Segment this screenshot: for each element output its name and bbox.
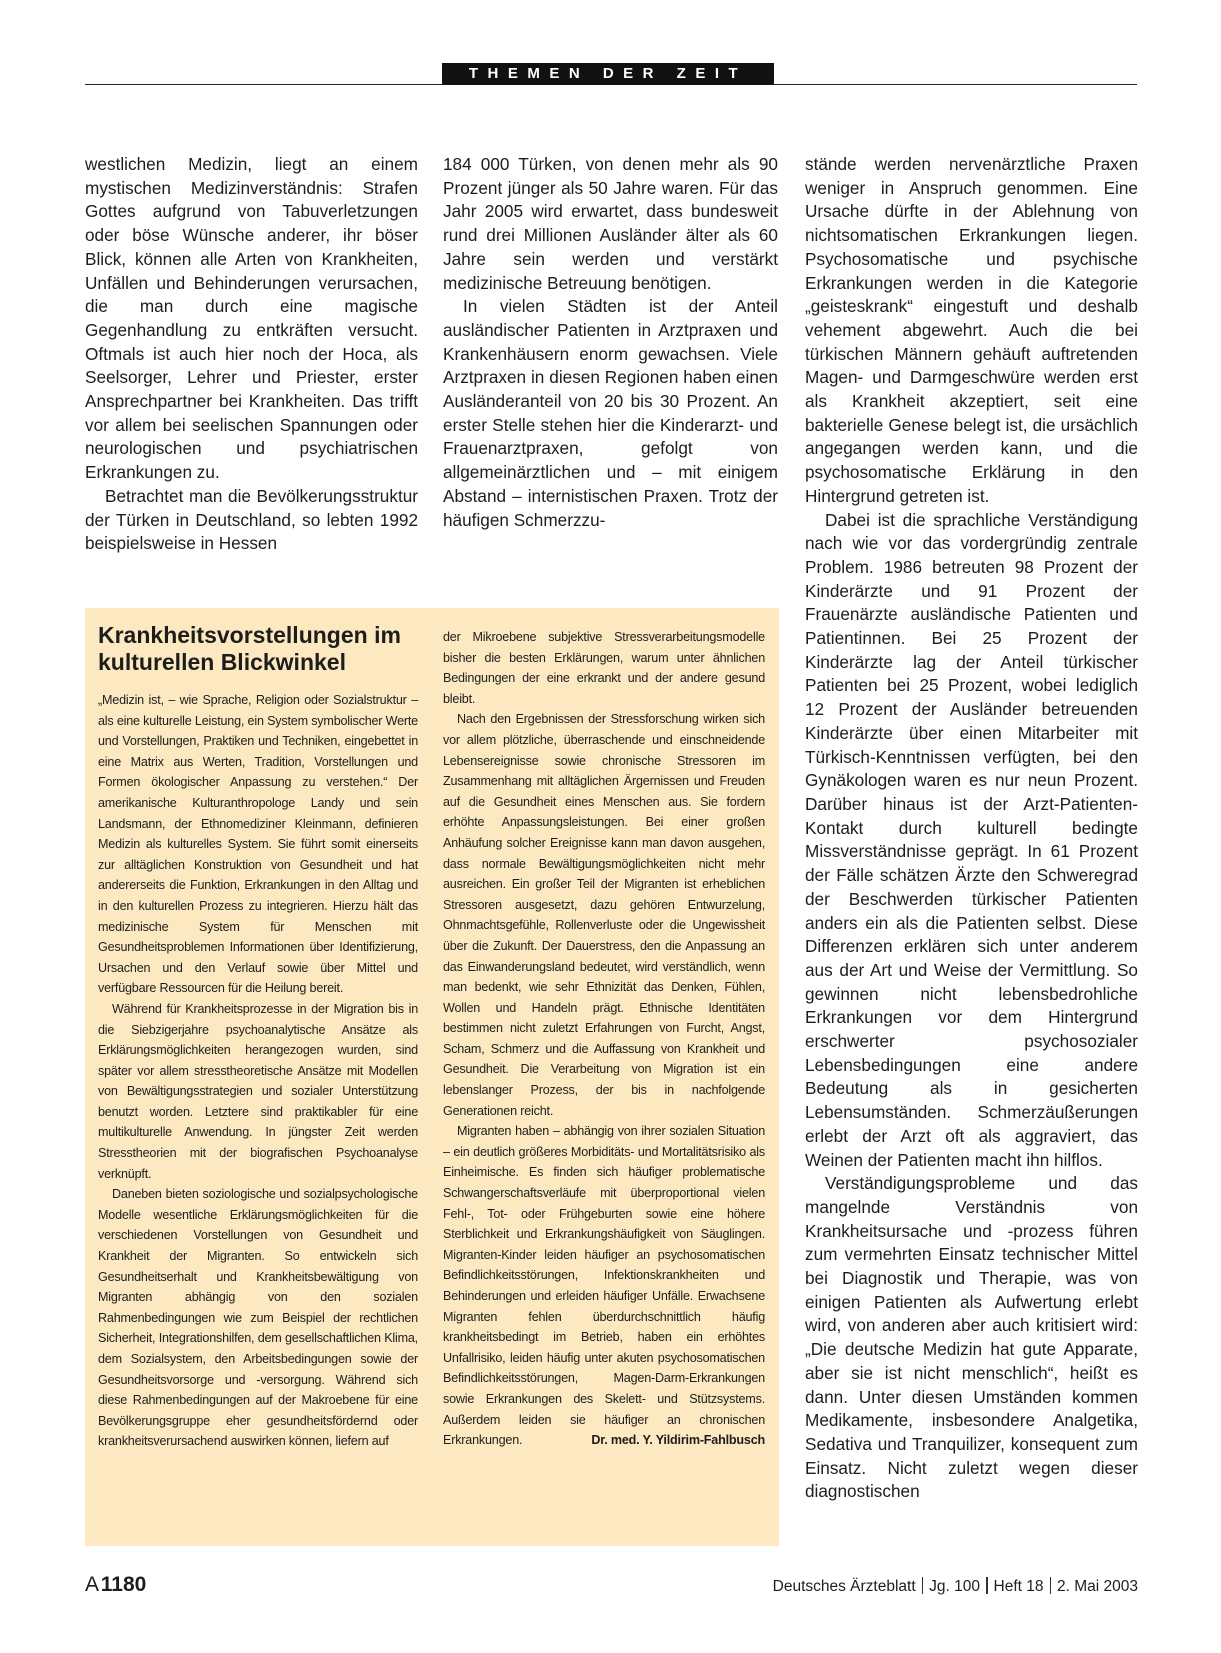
page-prefix: A [85,1573,100,1596]
box-column-2 [443,627,765,1451]
journal-info [773,1577,1138,1596]
box-paragraph: Während für Krankheitsprozesse in der Migration bis in die Siebzigerjahre psychoanalytische Ansätze als Erklärungsmöglichkeiten herangezogen wurden, sind später vor allem stresstheoretische Ansätze mit Modellen von Bewältigungsstrategien und sozialer Unterstützung benutzt worden. Letztere sind praktikabler für eine multikulturelle Anwendung. In jüngster Zeit werden Stresstheorien mit der biografischen Psychoanalyse verknüpft. [98,1001,418,1181]
paragraph: Dabei ist die sprachliche Verständigung nach wie vor das vordergründig zentrale Problem. 1986 betreuten 98 Prozent der Kinderärzte und 91 Prozent der Frauenärzte ausländische Patienten und Patientinnen. Bei 25 Prozent der Kinderärzte lag der Anteil türkischer Patienten bei 25 Prozent, wobei lediglich 12 Prozent der Ausländer betreuenden Kinderärzte über einen Mitarbeiter mit Türkisch-Kenntnissen verfügten, bei den Gynäkologen waren es nur neun Prozent. Darüber hinaus ist der Arzt-Patienten-Kontakt durch kulturell bedingte Missverständnisse geprägt. In 61 Prozent der Fälle schätzen Ärzte den Schweregrad der Beschwerden türkischer Patienten anders ein als die Patienten selbst. Diese Differenzen erklären sich unter anderem aus der Art und Weise der Vermittlung. So gewinnen nicht lebensbedrohliche Erkrankungen vor dem Hintergrund erschwerter psychosozialer Lebensbedingungen eine andere Bedeutung als in gesicherten Lebensumständen. Schmerzäußerungen erlebt der Arzt oft als aggraviert, das Weinen der Patienten macht ihn hilflos. [805,509,1138,1170]
journal-issue: Heft 18 [993,1578,1044,1595]
box-paragraph: der Mikroebene subjektive Stressverarbeitungsmodelle bisher die besten Erklärungen, warum unter ähnlichen Bedingungen der eine erkrankt und der andere gesund bleibt. [443,630,765,706]
article-column-1 [85,153,418,556]
journal-date: 2. Mai 2003 [1057,1578,1138,1595]
paragraph: Verständigungsprobleme und das mangelnde Verständnis von Krankheitsursache und -prozess führen zum vermehrten Einsatz technischer Mittel bei Diagnostik und Therapie, was von einigen Patienten als Aufwertung erlebt wird, von anderen aber auch kritisiert wird: „Die deutsche Medizin hat gute Apparate, aber sie ist nicht menschlich“, heißt es dann. Unter diesen Umständen kommen Medikamente, insbesondere Analgetika, Sedativa und Tranquilizer, konsequent zum Einsatz. Nicht zuletzt wegen dieser diagnostischen [805,1173,1138,1502]
paragraph: Betrachtet man die Bevölkerungsstruktur der Türken in Deutschland, so lebten 1992 beispielsweise in Hessen [85,485,418,554]
box-paragraph: Nach den Ergebnissen der Stressforschung wirken sich vor allem plötzliche, überraschende und einschneidende Lebensereignisse sowie chronische Stressoren im Zusammenhang mit alltäglichen Ärgernissen und Freuden auf die Gesundheit eines Menschen aus. Sie fordern erhöhte Anpassungsleistungen. Bei einer großen Anhäufung solcher Ereignisse kann man davon ausgehen, dass normale Bewältigungsmöglichkeiten nicht mehr ausreichen. Ein großer Teil der Migranten ist erheblichen Stressoren ausgesetzt, dazu gehören Entwurzelung, Ohnmachtsgefühle, Rollenverluste oder die Ungewissheit über die Zukunft. Der Dauerstress, den die Anpassung an das Einwanderungsland bedeutet, wird verständlich, wenn man bedenkt, wie sehr Ethnizität das Denken, Fühlen, Wollen und Handeln prägt. Ethnische Identitäten bestimmen nicht zuletzt Erfahrungen von Furcht, Angst, Scham, Schmerz und die Auffassung von Krankheit und Gesundheit. Die Verarbeitung von Migration ist ein lebenslanger Prozess, der bis in nachfolgende Generationen reicht. [443,712,765,1118]
page-number-value: 1180 [100,1573,147,1596]
article-column-3 [805,153,1138,1504]
section-label: THEMEN DER ZEIT [442,63,774,85]
paragraph: stände werden nervenärztliche Praxen weniger in Anspruch genommen. Eine Ursache dürfte in der Ablehnung von nichtsomatischen Erkrankungen liegen. Psychosomatische und psychische Erkrankungen werden in die Kategorie „geisteskrank“ eingestuft und deshalb vehement abgewehrt. Auch die bei türkischen Männern gehäuft auftretenden Magen- und Darmgeschwüre werden erst als Krankheit akzeptiert, seit eine bakterielle Genese belegt ist, die ursächlich angegangen werden kann, und die psychosomatische Erklärung in den Hintergrund getreten ist. [805,154,1138,506]
box-paragraph: Daneben bieten soziologische und sozialpsychologische Modelle wesentliche Erklärungsmöglichkeiten für die verschiedenen Vorstellungen von Gesundheit und Krankheit der Migranten. So entwickeln sich Gesundheitserhalt und Krankheitsbewältigung von Migranten abhängig von den sozialen Rahmenbedingungen wie zum Beispiel der rechtlichen Sicherheit, Integrationshilfen, dem gesellschaftlichen Klima, dem Sozialsystem, den Arbeitsbedingungen sowie der Gesundheitsvorsorge und -versorgung. Während sich diese Rahmenbedingungen auf der Makroebene für eine Bevölkerungsgruppe eher gesundheitsfördernd oder krankheitsverursachend auswirken können, liefern auf [98,1187,418,1449]
box-paragraph-text: Migranten haben – abhängig von ihrer sozialen Situation – ein deutlich größeres Morbiditäts- und Mortalitätsrisiko als Einheimische. Es finden sich häufiger problematische Schwangerschaftsverläufe mit überproportional vielen Fehl-, Tot- oder Frühgeburten sowie eine höhere Sterblichkeit und Erkrankungshäufigkeit von Säuglingen. Migranten-Kinder leiden häufiger an psychosomatischen Befindlichkeitsstörungen, Infektionskrankheiten und Behinderungen und erleiden häufiger Unfälle. Erwachsene Migranten fehlen überdurchschnittlich häufig krankheitsbedingt im Betrieb, haben ein erhöhtes Unfallrisiko, leiden häufig unter akuten psychosomatischen Befindlichkeitsstörungen, Magen-Darm-Erkrankungen sowie Erkrankungen des Skelett- und Stützsystems. Außerdem leiden sie häufiger an chronischen Erkrankungen. [443,1124,765,1448]
box-title: Krankheitsvorstellungen im kulturellen Blickwinkel [98,622,401,675]
author-name: Dr. med. Y. Yildirim-Fahlbusch [591,1433,765,1448]
paragraph: 184 000 Türken, von denen mehr als 90 Prozent jünger als 50 Jahre waren. Für das Jahr 2005 wird erwartet, dass bundesweit rund drei Millionen Ausländer älter als 60 Jahre sein werden und verstärkt medizinische Betreuung benötigen. [443,154,778,293]
separator [986,1577,988,1594]
page-number [85,1573,146,1597]
box-paragraph [443,1121,765,1451]
article-column-2 [443,153,778,532]
box-column-1 [98,690,418,1452]
journal-name: Deutsches Ärzteblatt [772,1578,916,1595]
paragraph: westlichen Medizin, liegt an einem mystischen Medizinverständnis: Strafen Gottes aufgrund von Tabuverletzungen oder böse Wünsche anderer, ihr böser Blick, können alle Arten von Krankheiten, Unfällen und Behinderungen verursachen, die man durch eine magische Gegenhandlung zu entkräften versucht. Oftmals ist auch hier noch der Hoca, als Seelsorger, Lehrer und Priester, erster Ansprechpartner bei Krankheiten. Das trifft vor allem bei seelischen Spannungen oder neurologischen und psychiatrischen Erkrankungen zu. [85,154,418,483]
paragraph: In vielen Städten ist der Anteil ausländischer Patienten in Arztpraxen und Krankenhäusern enorm gewachsen. Viele Arztpraxen in diesen Regionen haben einen Ausländeranteil von 20 bis 30 Prozent. An erster Stelle stehen hier die Kinderarzt- und Frauenarztpraxen, gefolgt von allgemeinärztlichen und – mit einigem Abstand – internistischen Praxen. Trotz der häufigen Schmerzzu- [443,296,778,530]
journal-volume: Jg. 100 [929,1578,981,1595]
box-paragraph: „Medizin ist, – wie Sprache, Religion oder Sozialstruktur – als eine kulturelle Leistung, ein System symbolischer Werte und Vorstellungen, Praktiken und Techniken, eingebettet in eine Matrix aus Werten, Tradition, Vorstellungen und Formen ökologischer Anpassung zu verstehen.“ Der amerikanische Kulturanthropologe Landy und sein Landsmann, der Ethnomediziner Kleinmann, definieren Medizin als kulturelles System. Sie führt somit einerseits zur alltäglichen Konstruktion von Gesundheit und hat andererseits die Funktion, Erkrankungen in den Alltag und in den kulturellen Prozess zu integrieren. Hierzu hält das medizinische System für Menschen mit Gesundheitsproblemen Informationen über Identifizierung, Ursachen und den Verlauf sowie über Mittel und verfügbare Ressourcen für die Heilung bereit. [98,693,418,996]
separator [922,1577,924,1594]
separator [1050,1577,1052,1594]
